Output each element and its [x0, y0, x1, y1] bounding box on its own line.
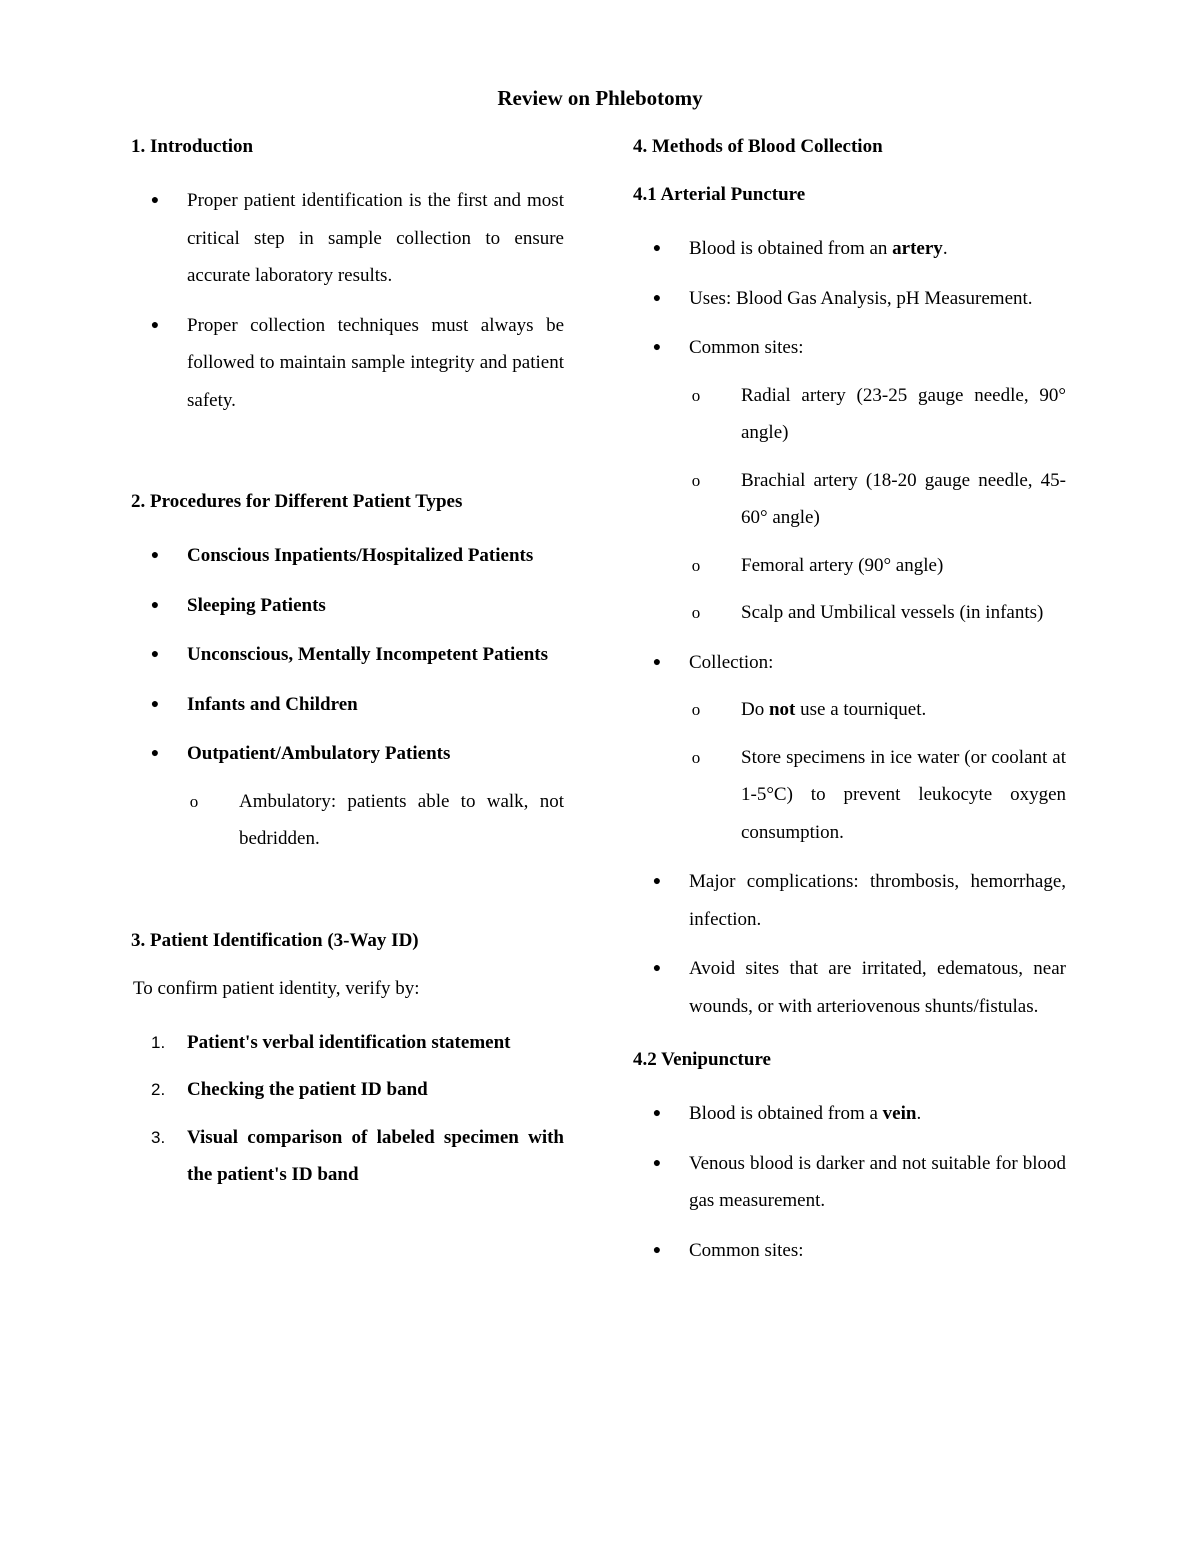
sub-list-item: o Radial artery (23-25 gauge needle, 90° angle): [689, 377, 1066, 452]
bullet-icon: ●: [150, 548, 160, 563]
list-number: 2.: [151, 1080, 166, 1099]
bullet-icon: ●: [652, 290, 662, 306]
bullet-icon: ●: [652, 961, 662, 976]
bullet-icon: ●: [652, 1242, 662, 1258]
sub-bullet-icon: o: [691, 603, 701, 622]
bullet-icon: ●: [652, 1106, 662, 1121]
page-title: Review on Phlebotomy: [497, 86, 703, 110]
sub-bullet-icon: o: [691, 747, 701, 767]
bullet-icon: ●: [652, 1155, 662, 1171]
sub-list-item: o Scalp and Umbilical vessels (in infants): [689, 594, 1066, 632]
bullet-icon: ●: [150, 597, 160, 613]
list-item: ● Proper collection techniques must always be followed to maintain sample integrity and patient safety.: [131, 307, 564, 420]
sub-list-item: o Femoral artery (90° angle): [689, 547, 1066, 585]
list-item: ● Venous blood is darker and not suitable for blood gas measurement.: [633, 1145, 1066, 1220]
bullet-icon: ●: [652, 340, 662, 355]
identification-list: [131, 1024, 564, 1194]
list-item: ● Blood is obtained from a vein.: [633, 1095, 1066, 1133]
bullet-icon: ●: [150, 746, 160, 761]
list-item: ● Infants and Children: [131, 686, 564, 724]
arterial-list: [633, 230, 1066, 1025]
section-heading-methods: 4. Methods of Blood Collection: [633, 136, 883, 157]
section-heading-introduction: 1. Introduction: [131, 136, 254, 157]
sub-list-item: o Store specimens in ice water (or coolant at 1-5°C) to prevent leukocyte oxygen consumption.: [689, 739, 1066, 852]
bullet-icon: ●: [150, 193, 160, 208]
bullet-icon: ●: [150, 696, 160, 712]
sub-list-item: o Do not use a tourniquet.: [689, 691, 1066, 729]
venipuncture-list: [633, 1095, 1066, 1269]
list-item: 1. Patient's verbal identification statement: [131, 1024, 564, 1062]
section-heading-procedures: 2. Procedures for Different Patient Types: [131, 491, 463, 512]
identification-lead: To confirm patient identity, verify by:: [133, 977, 420, 999]
list-item: ● Collection:: [633, 644, 1066, 682]
sub-bullet-icon: o: [189, 791, 199, 811]
list-item: ● Unconscious, Mentally Incompetent Patients: [131, 636, 564, 674]
list-item: ● Blood is obtained from an artery.: [633, 230, 1066, 268]
list-item: ● Common sites:: [633, 1232, 1066, 1270]
bullet-icon: ●: [150, 647, 160, 662]
list-item: ● Common sites:: [633, 329, 1066, 367]
sub-bullet-icon: o: [691, 385, 701, 405]
bullet-icon: ●: [652, 874, 662, 889]
introduction-list: [131, 182, 564, 419]
bullet-icon: ●: [652, 654, 662, 670]
procedures-list: [131, 537, 564, 858]
list-number: 3.: [151, 1127, 166, 1147]
list-item: 2. Checking the patient ID band: [131, 1071, 564, 1109]
bullet-icon: ●: [652, 241, 662, 256]
list-item: ● Uses: Blood Gas Analysis, pH Measurement.: [633, 280, 1066, 318]
list-item: ● Avoid sites that are irritated, edematous, near wounds, or with arteriovenous shunts/fistulas.: [633, 950, 1066, 1025]
left-column: [131, 134, 564, 1194]
sub-list-item: o Ambulatory: patients able to walk, not bedridden.: [187, 783, 564, 858]
right-column: [633, 134, 1066, 1269]
list-item: ● Major complications: thrombosis, hemorrhage, infection.: [633, 863, 1066, 938]
list-item: ● Outpatient/Ambulatory Patients: [131, 735, 564, 773]
list-item: ● Proper patient identification is the first and most critical step in sample collection to ensure accurate laboratory results.: [131, 182, 564, 295]
subsection-heading-venipuncture: 4.2 Venipuncture: [633, 1049, 771, 1070]
bullet-icon: ●: [150, 317, 160, 333]
sub-bullet-icon: o: [691, 470, 701, 490]
sub-bullet-icon: o: [691, 700, 701, 719]
sub-bullet-icon: o: [691, 555, 701, 575]
section-heading-identification: 3. Patient Identification (3-Way ID): [131, 929, 419, 951]
list-item: 3. Visual comparison of labeled specimen with the patient's ID band: [131, 1119, 564, 1194]
sub-list-item: o Brachial artery (18-20 gauge needle, 45-60° angle): [689, 462, 1066, 537]
subsection-heading-arterial: 4.1 Arterial Puncture: [633, 184, 806, 205]
list-item: ● Conscious Inpatients/Hospitalized Patients: [131, 537, 564, 575]
list-item: ● Sleeping Patients: [131, 587, 564, 625]
list-number: 1.: [151, 1032, 166, 1052]
